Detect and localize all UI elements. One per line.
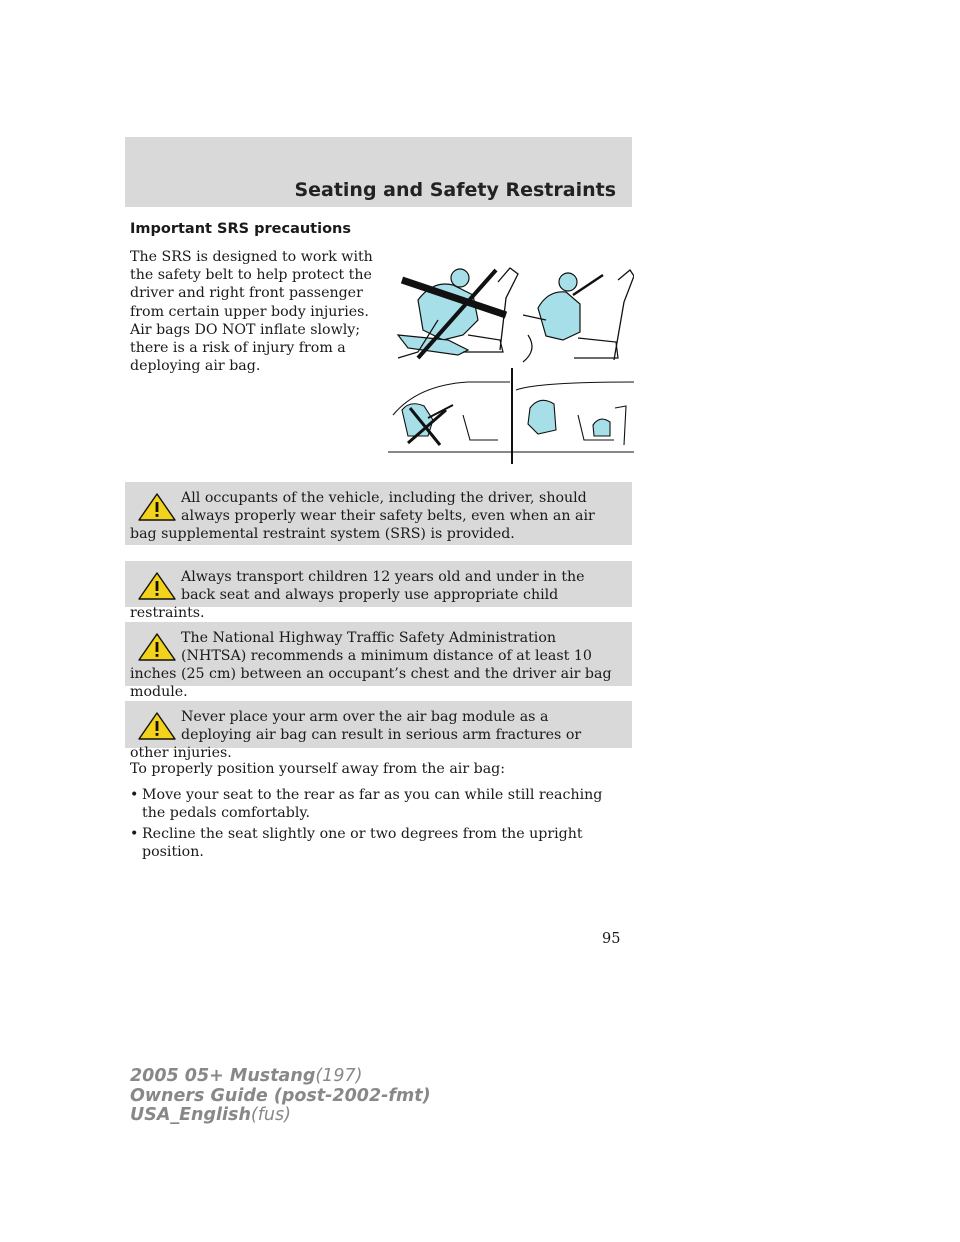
footer-guide: Owners Guide (post-2002-fmt) [130, 1085, 431, 1106]
top-left-scene-incorrect [398, 268, 518, 358]
footer-language-code: (fus) [250, 1105, 291, 1125]
footer-metadata [130, 1067, 431, 1126]
footer-model-code: (197) [315, 1066, 363, 1086]
bottom-car-diagrams [388, 368, 634, 464]
bullet-text: Recline the seat slightly one or two degrees from the upright position. [142, 826, 583, 860]
warning-box [125, 482, 632, 545]
warning-triangle-icon [137, 711, 177, 741]
warning-text: Always transport children 12 years old and under in the back seat and always properly use appropriate child restraints. [130, 569, 585, 621]
airbag-illustration [388, 240, 634, 468]
warning-box [125, 561, 632, 621]
warning-triangle-icon [137, 492, 177, 522]
intro-paragraph: The SRS is designed to work with the safety belt to help protect the driver and right front passenger from certain upper body injuries. Air bags DO NOT inflate slowly; there is a risk of injury from a deploying air bag. [130, 249, 373, 375]
footer-model: 2005 05+ Mustang [130, 1066, 316, 1086]
list-item [130, 825, 630, 861]
page-header-title: Seating and Safety Restraints [294, 179, 616, 201]
warning-text: All occupants of the vehicle, including the driver, should always properly wear their safety belts, even when an air bag supplemental restraint system (SRS) is provided. [130, 490, 595, 542]
bullet-icon: • [130, 826, 139, 842]
positioning-intro: To properly position yourself away from the air bag: [130, 761, 506, 777]
warning-text: Never place your arm over the air bag module as a deploying air bag can result in serious arm fractures or other injuries. [130, 709, 582, 761]
warning-box [125, 701, 632, 761]
top-right-scene-correct [523, 270, 634, 362]
bullet-text: Move your seat to the rear as far as you can while still reaching the pedals comfortably. [142, 787, 603, 821]
page-number: 95 [602, 931, 621, 947]
header-band [125, 137, 632, 207]
warning-text: The National Highway Traffic Safety Administration (NHTSA) recommends a minimum distance of at least 10 inches (25 cm) between an occupant’s chest and the driver air bag module. [130, 630, 612, 700]
bullet-icon: • [130, 787, 139, 803]
list-item [130, 786, 630, 822]
section-heading: Important SRS precautions [130, 221, 351, 237]
warning-triangle-icon [137, 571, 177, 601]
warning-box [125, 622, 632, 700]
warning-triangle-icon [137, 632, 177, 662]
footer-language: USA_English [130, 1105, 251, 1125]
